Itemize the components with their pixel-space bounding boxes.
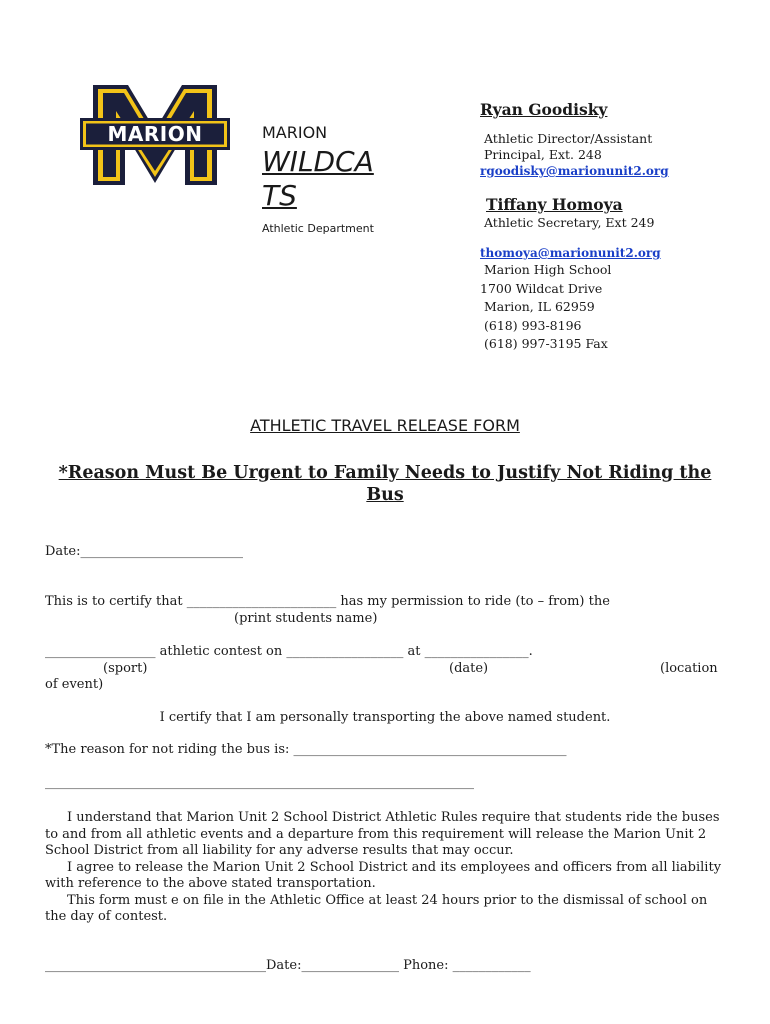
address-line: 1700 Wildcat Drive	[480, 280, 603, 296]
secretary-email-link[interactable]: thomoya@marionunit2.org	[480, 246, 661, 260]
department-label: Athletic Department	[262, 222, 374, 235]
secretary-name: Tiffany Homoya	[486, 195, 623, 214]
contact-block	[480, 102, 670, 354]
date-label: (date)	[449, 661, 489, 676]
terms-paragraph: This form must e on file in the Athletic Office at least 24 hours prior to the dismissal of school on the day of contest.	[45, 892, 708, 924]
school-name: MARION	[262, 123, 328, 142]
contest-line[interactable]: _________________ athletic contest on __________________ at ________________.	[45, 644, 533, 659]
secretary-role: Athletic Secretary, Ext 249	[484, 215, 655, 230]
address-line: Marion High School	[484, 262, 612, 277]
location-label: (location	[660, 661, 718, 676]
school-heading	[262, 122, 402, 235]
logo-text: MARION	[107, 122, 203, 146]
reason-field-line[interactable]: *The reason for not riding the bus is: __________________________________________	[45, 742, 567, 757]
address-line: Marion, IL 62959	[484, 299, 595, 314]
of-event-label: of event)	[45, 677, 104, 692]
signature-date-phone-line[interactable]: __________________________________Date:_______________ Phone: ____________	[45, 958, 531, 973]
reason-continuation-line[interactable]: __________________________________________________________________	[45, 775, 474, 790]
release-terms	[45, 810, 725, 926]
wildcats-title: WILDCATS	[262, 145, 374, 212]
sport-label: (sport)	[103, 661, 148, 676]
print-name-label: (print students name)	[234, 611, 378, 626]
phone-line: (618) 993-8196	[484, 317, 582, 333]
director-role: Athletic Director/Assistant Principal, Ext. 248	[484, 131, 653, 162]
fax-line: (618) 997-3195 Fax	[484, 336, 608, 351]
terms-paragraph: I understand that Marion Unit 2 School District Athletic Rules require that students ride the buses to and from all athletic events and a departure from this requirement will release the Marion Unit 2 School District from all liability for any adverse results that may occur.	[45, 810, 720, 858]
marion-m-logo	[80, 85, 230, 185]
certify-line[interactable]: This is to certify that _______________________ has my permission to ride (to – from) the	[45, 594, 610, 609]
transport-statement: I certify that I am personally transporting the above named student.	[159, 710, 611, 725]
director-name: Ryan Goodisky	[480, 100, 608, 119]
director-email-link[interactable]: rgoodisky@marionunit2.org	[480, 164, 669, 178]
urgent-notice: *Reason Must Be Urgent to Family Needs to Justify Not Riding the Bus	[58, 463, 712, 505]
terms-paragraph: I agree to release the Marion Unit 2 School District and its employees and officers from all liability with reference to the above stated transportation.	[45, 859, 722, 891]
form-title: ATHLETIC TRAVEL RELEASE FORM	[250, 416, 520, 435]
date-field-line[interactable]: Date:_________________________	[45, 544, 243, 559]
